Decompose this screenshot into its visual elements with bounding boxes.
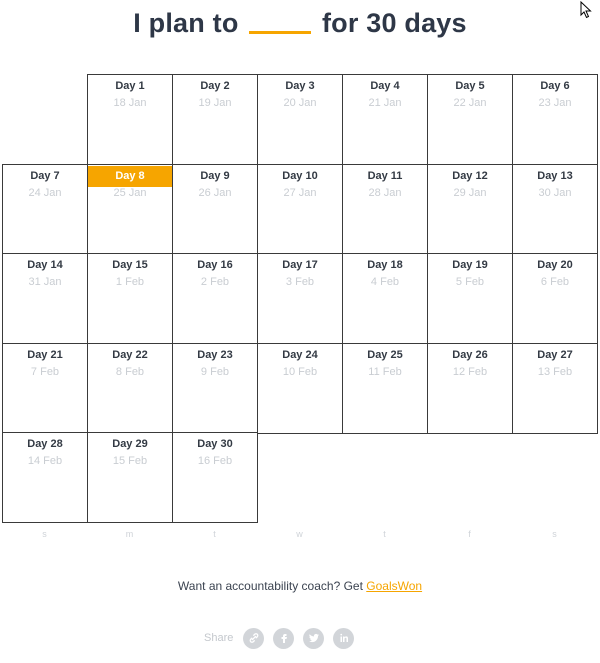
day-label: Day 21 xyxy=(27,349,63,361)
day-cell[interactable] xyxy=(342,343,428,434)
date-label: 10 Feb xyxy=(282,366,318,378)
date-label: 24 Jan xyxy=(28,187,62,199)
weekday-label: w xyxy=(296,529,303,539)
day-cell[interactable] xyxy=(87,74,173,165)
day-cell[interactable] xyxy=(2,164,88,255)
day-label: Day 1 xyxy=(115,80,145,92)
day-cell[interactable] xyxy=(512,74,598,165)
date-label: 12 Feb xyxy=(452,366,488,378)
date-label: 16 Feb xyxy=(197,455,233,467)
coach-promo xyxy=(0,579,600,593)
day-cell[interactable] xyxy=(427,74,513,165)
day-cell[interactable] xyxy=(172,253,258,344)
date-label: 18 Jan xyxy=(113,97,147,109)
day-cell[interactable] xyxy=(172,74,258,165)
day-label: Day 12 xyxy=(452,170,488,182)
day-label: Day 7 xyxy=(30,170,60,182)
date-label: 8 Feb xyxy=(115,366,145,378)
day-label: Day 27 xyxy=(537,349,573,361)
day-label: Day 30 xyxy=(197,438,233,450)
day-cell[interactable] xyxy=(427,164,513,255)
date-label: 4 Feb xyxy=(370,276,400,288)
day-cell[interactable] xyxy=(172,164,258,255)
date-label: 28 Jan xyxy=(368,187,402,199)
weekday-label: f xyxy=(468,529,471,539)
day-label: Day 10 xyxy=(282,170,318,182)
goalswon-link[interactable]: GoalsWon xyxy=(366,579,423,593)
date-label: 3 Feb xyxy=(285,276,315,288)
day-label: Day 11 xyxy=(367,170,403,182)
date-label: 22 Jan xyxy=(453,97,487,109)
date-label: 6 Feb xyxy=(540,276,570,288)
date-label: 23 Jan xyxy=(538,97,572,109)
day-label: Day 28 xyxy=(27,438,63,450)
date-label: 25 Jan xyxy=(113,187,147,199)
day-label: Day 13 xyxy=(537,170,573,182)
date-label: 11 Feb xyxy=(368,366,402,378)
date-label: 14 Feb xyxy=(27,455,63,467)
day-label: Day 14 xyxy=(27,259,63,271)
weekday-label: m xyxy=(125,529,134,539)
day-label: Day 8 xyxy=(88,166,172,187)
day-label: Day 29 xyxy=(112,438,148,450)
day-cell[interactable] xyxy=(2,343,88,434)
day-label: Day 17 xyxy=(282,259,318,271)
day-label: Day 2 xyxy=(200,80,230,92)
date-label: 29 Jan xyxy=(453,187,487,199)
goal-blank[interactable] xyxy=(249,10,311,34)
weekday-label: s xyxy=(42,529,47,539)
day-cell[interactable] xyxy=(257,164,343,255)
date-label: 1 Feb xyxy=(115,276,145,288)
calendar-grid xyxy=(2,74,597,522)
date-label: 21 Jan xyxy=(368,97,402,109)
date-label: 19 Jan xyxy=(198,97,232,109)
day-cell[interactable] xyxy=(427,253,513,344)
day-label: Day 5 xyxy=(455,80,485,92)
date-label: 26 Jan xyxy=(198,187,232,199)
date-label: 31 Jan xyxy=(28,276,62,288)
date-label: 27 Jan xyxy=(283,187,317,199)
day-cell[interactable] xyxy=(342,74,428,165)
day-cell[interactable] xyxy=(512,253,598,344)
day-cell[interactable] xyxy=(427,343,513,434)
facebook-icon[interactable] xyxy=(273,628,294,649)
day-label: Day 9 xyxy=(200,170,230,182)
day-cell[interactable] xyxy=(512,164,598,255)
twitter-icon[interactable] xyxy=(303,628,324,649)
day-cell[interactable] xyxy=(87,432,173,523)
date-label: 30 Jan xyxy=(538,187,572,199)
day-cell[interactable] xyxy=(342,253,428,344)
day-label: Day 16 xyxy=(197,259,233,271)
weekday-label: s xyxy=(552,529,557,539)
day-label: Day 26 xyxy=(452,349,488,361)
day-cell[interactable] xyxy=(512,343,598,434)
share-bar xyxy=(204,627,363,649)
page-title xyxy=(0,8,600,39)
title-prefix: I plan to xyxy=(133,8,239,38)
day-cell[interactable] xyxy=(342,164,428,255)
title-suffix: for 30 days xyxy=(321,8,467,38)
coach-text: Want an accountability coach? Get xyxy=(177,579,363,593)
day-cell[interactable] xyxy=(257,343,343,434)
day-cell[interactable] xyxy=(87,343,173,434)
day-cell[interactable] xyxy=(87,164,173,255)
day-cell[interactable] xyxy=(257,253,343,344)
weekday-label: t xyxy=(383,529,386,539)
day-label: Day 22 xyxy=(112,349,148,361)
day-label: Day 3 xyxy=(285,80,315,92)
weekday-label: t xyxy=(213,529,216,539)
share-label: Share xyxy=(204,632,234,644)
date-label: 15 Feb xyxy=(112,455,148,467)
linkedin-icon[interactable] xyxy=(333,628,354,649)
day-label: Day 25 xyxy=(367,349,403,361)
day-label: Day 23 xyxy=(197,349,233,361)
day-cell[interactable] xyxy=(87,253,173,344)
day-label: Day 15 xyxy=(112,259,148,271)
day-label: Day 4 xyxy=(370,80,400,92)
date-label: 9 Feb xyxy=(200,366,230,378)
date-label: 7 Feb xyxy=(30,366,60,378)
day-cell[interactable] xyxy=(172,432,258,523)
day-cell[interactable] xyxy=(2,253,88,344)
day-label: Day 6 xyxy=(540,80,570,92)
date-label: 5 Feb xyxy=(455,276,485,288)
mouse-cursor-icon xyxy=(580,1,592,19)
date-label: 13 Feb xyxy=(537,366,573,378)
day-label: Day 18 xyxy=(367,259,403,271)
day-cell[interactable] xyxy=(172,343,258,434)
day-cell[interactable] xyxy=(2,432,88,523)
day-label: Day 24 xyxy=(282,349,318,361)
date-label: 2 Feb xyxy=(200,276,230,288)
day-label: Day 19 xyxy=(452,259,488,271)
day-cell[interactable] xyxy=(257,74,343,165)
weekday-row xyxy=(2,529,597,541)
date-label: 20 Jan xyxy=(283,97,317,109)
day-label: Day 20 xyxy=(537,259,573,271)
link-icon[interactable] xyxy=(243,628,264,649)
